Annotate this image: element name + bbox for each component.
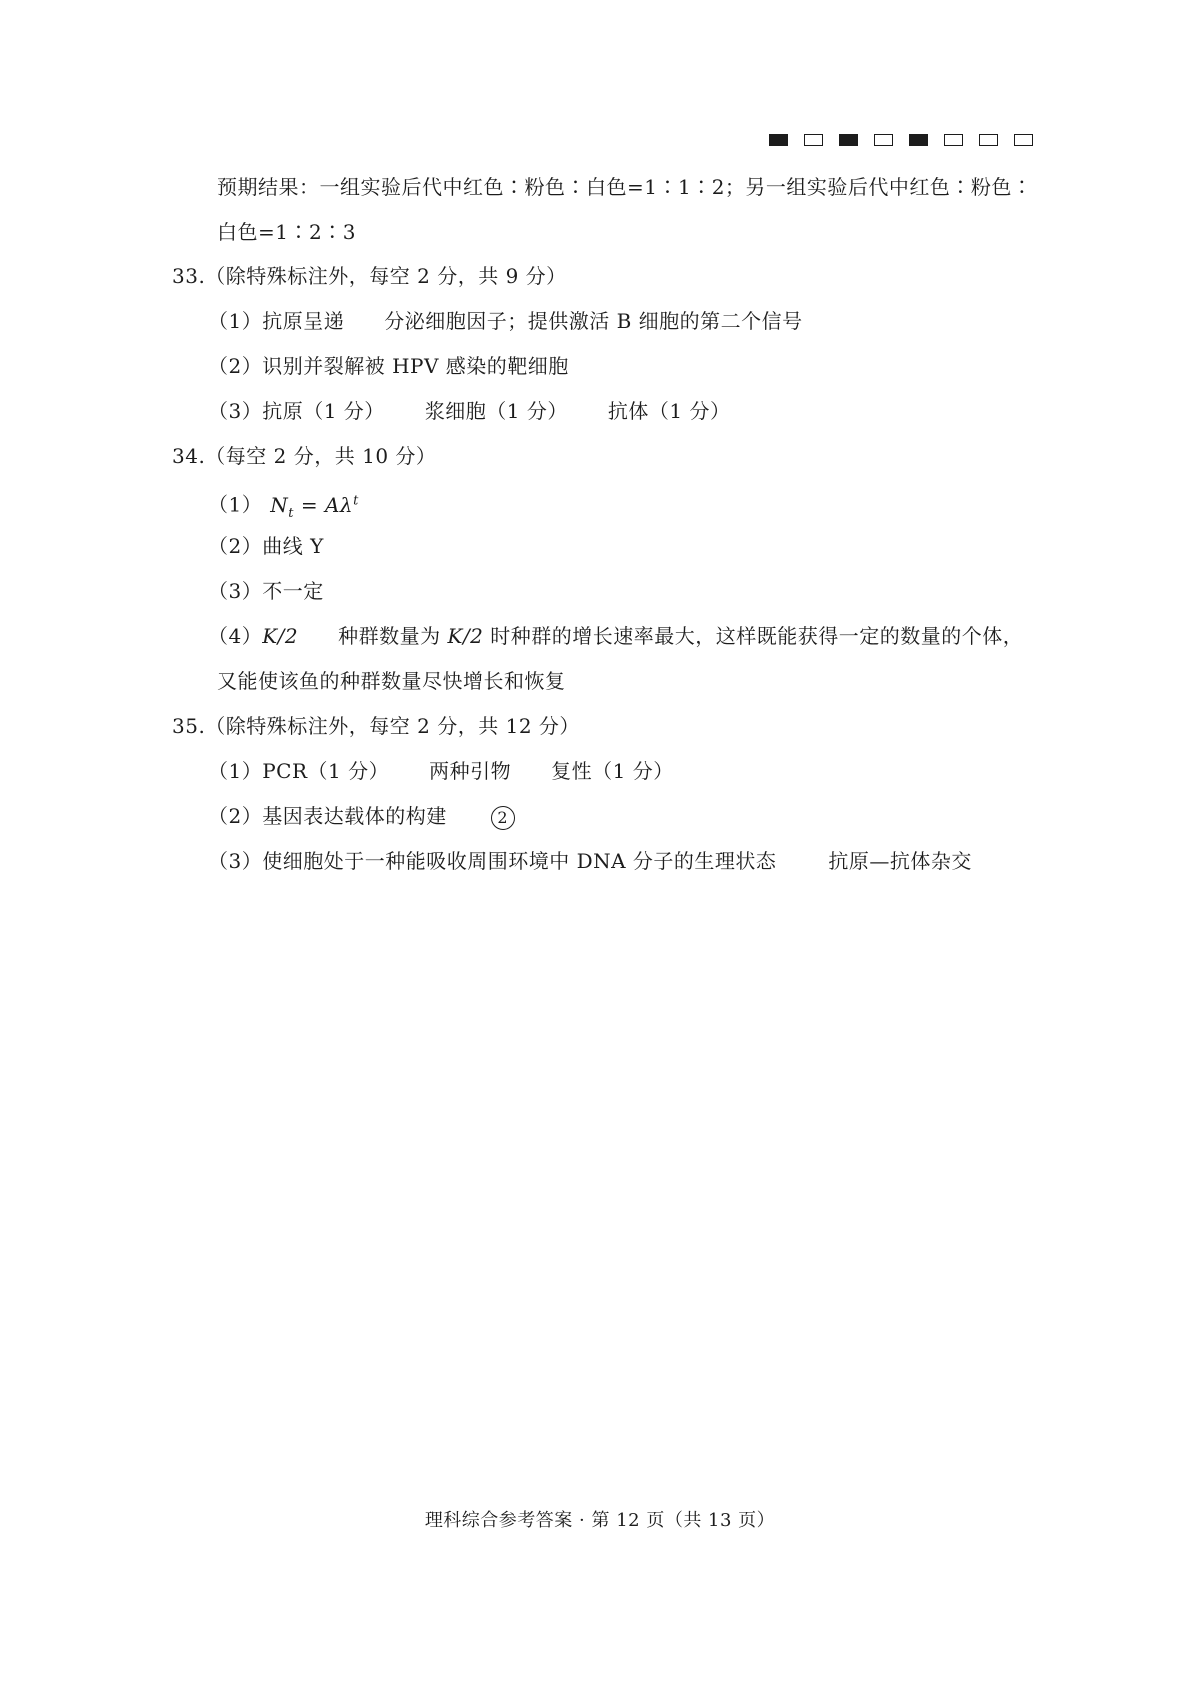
mark-empty — [804, 134, 823, 146]
page-footer: 理科综合参考答案 · 第 12 页（共 13 页） — [424, 1510, 776, 1531]
q35-answer-1c: 复性（1 分） — [551, 759, 674, 783]
q35-answer-1a: （1）PCR（1 分） — [208, 759, 390, 783]
q33-answer-1b: 分泌细胞因子；提供激活 B 细胞的第二个信号 — [384, 309, 803, 333]
q33-answer-2: （2）识别并裂解被 HPV 感染的靶细胞 — [208, 354, 569, 378]
k-half-inline: K/2 — [447, 624, 484, 648]
q34-answer-3: （3）不一定 — [208, 579, 324, 603]
mark-empty — [1014, 134, 1033, 146]
mark-filled — [769, 134, 788, 146]
q34-answer-2: （2）曲线 Y — [208, 534, 324, 558]
q33-answer-1 — [208, 307, 803, 335]
q33-answer-3 — [208, 397, 731, 425]
question-33-heading: 33.（除特殊标注外，每空 2 分，共 9 分） — [172, 264, 567, 288]
q33-answer-1a: （1）抗原呈递 — [208, 309, 345, 333]
q35-answer-3a: （3）使细胞处于一种能吸收周围环境中 DNA 分子的生理状态 — [208, 849, 777, 873]
mark-empty — [874, 134, 893, 146]
mark-filled — [839, 134, 858, 146]
q35-answer-2 — [208, 802, 515, 830]
q35-answer-3 — [208, 847, 972, 875]
q34-answer-4-continued: 又能使该鱼的种群数量尽快增长和恢复 — [217, 669, 566, 693]
q34-answer-4-text-a: 种群数量为 — [338, 624, 441, 648]
q34-answer-1-label: （1） — [208, 492, 263, 517]
mark-filled — [909, 134, 928, 146]
mark-empty — [979, 134, 998, 146]
q35-answer-1 — [208, 757, 674, 785]
mark-empty — [944, 134, 963, 146]
k-half: K/2 — [262, 624, 299, 648]
q35-answer-3b: 抗原—抗体杂交 — [828, 849, 972, 873]
population-growth-formula: $N_t = A\lambda^t$ — [270, 492, 359, 521]
q33-answer-3c: 抗体（1 分） — [607, 399, 731, 423]
q35-answer-1b: 两种引物 — [429, 759, 512, 783]
q35-answer-2a: （2）基因表达载体的构建 — [208, 804, 447, 828]
question-34-heading: 34.（每空 2 分，共 10 分） — [172, 444, 437, 468]
q34-answer-1 — [208, 487, 359, 528]
expected-result-line: 预期结果：一组实验后代中红色∶粉色∶白色=1∶1∶2；另一组实验后代中红色∶粉色∶ — [217, 175, 1033, 199]
q34-answer-4-label: （4） — [208, 624, 263, 648]
q33-answer-3b: 浆细胞（1 分） — [424, 399, 568, 423]
q34-answer-4 — [208, 622, 1023, 650]
expected-result-ratio: 白色=1∶2∶3 — [217, 220, 356, 244]
q34-answer-4-text-b: 时种群的增长速率最大，这样既能获得一定的数量的个体， — [490, 624, 1024, 648]
question-35-heading: 35.（除特殊标注外，每空 2 分，共 12 分） — [172, 714, 580, 738]
q33-answer-3a: （3）抗原（1 分） — [208, 399, 385, 423]
circled-number: 2 — [491, 806, 515, 830]
